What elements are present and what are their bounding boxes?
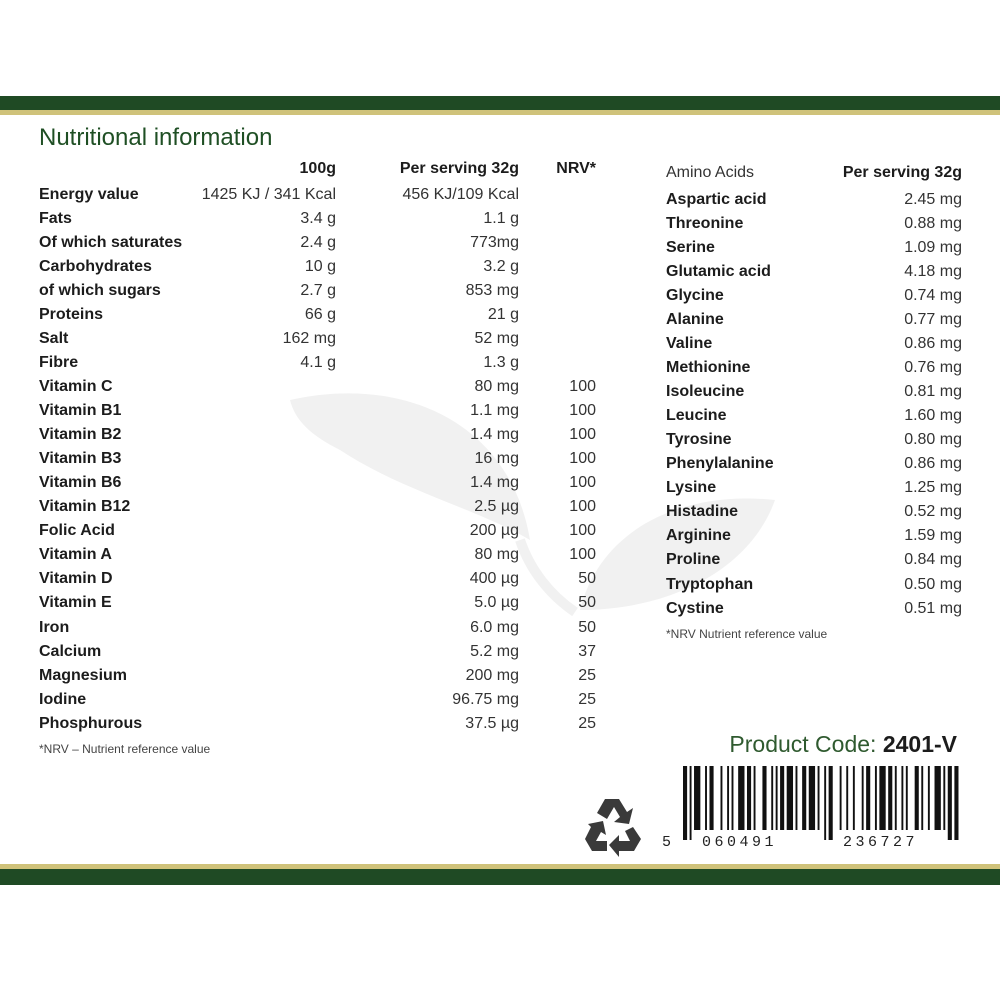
barcode-bar [771, 766, 773, 830]
barcode-bar [754, 766, 756, 830]
barcode-bar [824, 766, 826, 840]
amino-value: 4.18 mg [904, 263, 962, 280]
row-nrv: 25 [578, 667, 596, 684]
top-green-band [0, 96, 1000, 110]
barcode-digit-first: 5 [662, 834, 672, 851]
row-label: Salt [39, 330, 69, 347]
amino-value: 0.80 mg [904, 431, 962, 448]
product-code-value: 2401-V [882, 731, 957, 757]
amino-value: 0.77 mg [904, 311, 962, 328]
row-label: Iron [39, 619, 70, 636]
barcode-bar [802, 766, 806, 830]
amino-label: Lysine [666, 479, 717, 496]
amino-label: Isoleucine [666, 383, 745, 400]
amino-value: 0.52 mg [904, 503, 962, 520]
amino-header-per-serving: Per serving 32g [842, 164, 962, 181]
row-per100: 3.4 g [300, 210, 336, 227]
amino-value: 0.76 mg [904, 359, 962, 376]
amino-label: Serine [666, 239, 715, 256]
row-serving: 3.2 g [483, 258, 519, 275]
barcode-bar [776, 766, 778, 830]
row-nrv: 25 [578, 691, 596, 708]
row-serving: 52 mg [474, 330, 519, 347]
table-row [0, 640, 1000, 664]
barcode-bar [840, 766, 842, 830]
barcode-bar [738, 766, 744, 830]
barcode-bar [787, 766, 793, 830]
barcode-bar [829, 766, 833, 840]
header-per-serving: Per serving 32g [399, 160, 519, 177]
amino-label: Alanine [666, 311, 724, 328]
barcode-bar [705, 766, 707, 830]
row-nrv: 100 [569, 378, 596, 395]
table-row [0, 308, 1000, 332]
barcode-bar [954, 766, 958, 840]
row-per100: 4.1 g [300, 354, 336, 371]
barcode-bar [921, 766, 923, 830]
row-serving: 1.4 mg [470, 426, 519, 443]
barcode-group-left: 060491 [702, 834, 778, 851]
table-row [0, 188, 1000, 212]
row-nrv: 100 [569, 546, 596, 563]
barcode-bar [694, 766, 700, 830]
barcode-bar [906, 766, 908, 830]
table-row [0, 524, 1000, 548]
table-row [0, 664, 1000, 688]
amino-label: Histadine [666, 503, 739, 520]
barcode-bar [948, 766, 952, 840]
row-per100: 2.7 g [300, 282, 336, 299]
table-row [0, 236, 1000, 260]
barcode-bar [846, 766, 848, 830]
row-label: Of which saturates [39, 234, 183, 251]
amino-label: Leucine [666, 407, 727, 424]
recycle-icon [583, 793, 647, 857]
barcode-bar [915, 766, 919, 830]
barcode-bar [732, 766, 734, 830]
amino-label: Glutamic acid [666, 263, 771, 280]
row-nrv: 100 [569, 474, 596, 491]
amino-value: 0.88 mg [904, 215, 962, 232]
barcode-bar [862, 766, 864, 830]
amino-value: 2.45 mg [904, 191, 962, 208]
amino-label: Arginine [666, 527, 731, 544]
amino-value: 1.59 mg [904, 527, 962, 544]
table-row [0, 597, 1000, 621]
amino-footnote: *NRV Nutrient reference value [666, 627, 828, 641]
barcode-bar [895, 766, 897, 830]
row-serving: 1.1 g [483, 210, 519, 227]
row-nrv: 100 [569, 522, 596, 539]
barcode-bar [809, 766, 815, 830]
barcode-bar [928, 766, 930, 830]
barcode-bar [901, 766, 903, 830]
row-per100: 2.4 g [300, 234, 336, 251]
table-row [0, 500, 1000, 524]
row-label: Calcium [39, 643, 102, 660]
row-serving: 21 g [487, 306, 519, 323]
amino-value: 0.74 mg [904, 287, 962, 304]
amino-value: 0.81 mg [904, 383, 962, 400]
row-nrv: 50 [578, 594, 596, 611]
row-nrv: 37 [578, 643, 596, 660]
header-per100: 100g [299, 160, 336, 177]
row-label: Fats [39, 210, 72, 227]
amino-label: Valine [666, 335, 713, 352]
barcode-bar [690, 766, 692, 840]
barcode-bar [866, 766, 870, 830]
barcode [683, 766, 961, 840]
row-nrv: 25 [578, 715, 596, 732]
row-label: Vitamin D [39, 570, 113, 587]
row-serving: 400 µg [469, 570, 519, 587]
amino-label: Phenylalanine [666, 455, 774, 472]
barcode-bar [879, 766, 885, 830]
row-serving: 853 mg [465, 282, 519, 299]
amino-value: 1.60 mg [904, 407, 962, 424]
barcode-group-right: 236727 [843, 834, 919, 851]
row-label: Energy value [39, 186, 139, 203]
row-nrv: 100 [569, 498, 596, 515]
row-serving: 80 mg [474, 378, 519, 395]
bottom-green-band [0, 869, 1000, 885]
barcode-bar [818, 766, 820, 830]
header-nrv: NRV* [556, 160, 596, 177]
row-serving: 5.0 µg [474, 594, 519, 611]
row-label: Vitamin B6 [39, 474, 122, 491]
table-row [0, 332, 1000, 356]
row-label: Vitamin E [39, 594, 112, 611]
row-label: Fibre [39, 354, 79, 371]
amino-value: 1.09 mg [904, 239, 962, 256]
row-label: Folic Acid [39, 522, 115, 539]
barcode-bar [780, 766, 784, 830]
amino-label: Aspartic acid [666, 191, 767, 208]
row-serving: 6.0 mg [470, 619, 519, 636]
barcode-bar [943, 766, 945, 830]
product-code [729, 731, 957, 758]
row-serving: 2.5 µg [474, 498, 519, 515]
barcode-bar [888, 766, 892, 830]
row-serving: 16 mg [474, 450, 519, 467]
table-row [0, 356, 1000, 380]
row-serving: 5.2 mg [470, 643, 519, 660]
amino-label: Threonine [666, 215, 744, 232]
amino-value: 0.51 mg [904, 600, 962, 617]
table-row [0, 404, 1000, 428]
amino-value: 0.84 mg [904, 551, 962, 568]
table-row [0, 284, 1000, 308]
amino-value: 1.25 mg [904, 479, 962, 496]
row-serving: 96.75 mg [452, 691, 519, 708]
amino-label: Cystine [666, 600, 724, 617]
row-per100: 10 g [304, 258, 336, 275]
barcode-bar [747, 766, 751, 830]
row-per100: 1425 KJ / 341 Kcal [201, 186, 336, 203]
barcode-bar [935, 766, 941, 830]
barcode-bar [853, 766, 855, 830]
amino-label: Glycine [666, 287, 724, 304]
row-serving: 456 KJ/109 Kcal [402, 186, 519, 203]
row-label: Magnesium [39, 667, 128, 684]
table-row [0, 573, 1000, 597]
table-row [0, 212, 1000, 236]
table-row [0, 548, 1000, 572]
row-nrv: 100 [569, 426, 596, 443]
nutrition-footnote: *NRV – Nutrient reference value [39, 742, 211, 756]
page-title: Nutritional information [39, 124, 273, 151]
row-serving: 773mg [470, 234, 519, 251]
amino-value: 0.86 mg [904, 335, 962, 352]
table-row [0, 452, 1000, 476]
row-label: Vitamin B1 [39, 402, 122, 419]
row-label: Iodine [39, 691, 87, 708]
table-row [0, 380, 1000, 404]
barcode-bar [709, 766, 713, 830]
row-label: Vitamin B12 [39, 498, 131, 515]
barcode-bar [762, 766, 766, 830]
row-nrv: 50 [578, 619, 596, 636]
row-label: Vitamin C [39, 378, 113, 395]
amino-label: Proline [666, 551, 721, 568]
row-per100: 66 g [304, 306, 336, 323]
row-nrv: 100 [569, 450, 596, 467]
row-serving: 200 µg [469, 522, 519, 539]
row-nrv: 100 [569, 402, 596, 419]
barcode-bar [796, 766, 798, 830]
amino-header-label: Amino Acids [666, 164, 755, 181]
amino-value: 0.50 mg [904, 576, 962, 593]
row-serving: 37.5 µg [465, 715, 519, 732]
amino-value: 0.86 mg [904, 455, 962, 472]
row-label: Vitamin A [39, 546, 112, 563]
top-gold-band [0, 110, 1000, 115]
product-code-label: Product Code: [729, 731, 883, 757]
row-label: of which sugars [39, 282, 161, 299]
table-row [0, 688, 1000, 712]
row-label: Vitamin B3 [39, 450, 122, 467]
table-row [0, 428, 1000, 452]
row-label: Proteins [39, 306, 104, 323]
amino-label: Tyrosine [666, 431, 732, 448]
row-serving: 80 mg [474, 546, 519, 563]
barcode-bar [875, 766, 877, 830]
barcode-bar [727, 766, 729, 830]
row-nrv: 50 [578, 570, 596, 587]
row-serving: 1.4 mg [470, 474, 519, 491]
table-row [0, 260, 1000, 284]
amino-label: Tryptophan [666, 576, 754, 593]
row-serving: 1.3 g [483, 354, 519, 371]
barcode-bar [721, 766, 723, 830]
row-label: Phosphurous [39, 715, 143, 732]
barcode-bar [683, 766, 687, 840]
table-row [0, 476, 1000, 500]
row-label: Vitamin B2 [39, 426, 122, 443]
row-serving: 200 mg [465, 667, 519, 684]
amino-label: Methionine [666, 359, 751, 376]
row-serving: 1.1 mg [470, 402, 519, 419]
row-label: Carbohydrates [39, 258, 152, 275]
row-per100: 162 mg [282, 330, 336, 347]
